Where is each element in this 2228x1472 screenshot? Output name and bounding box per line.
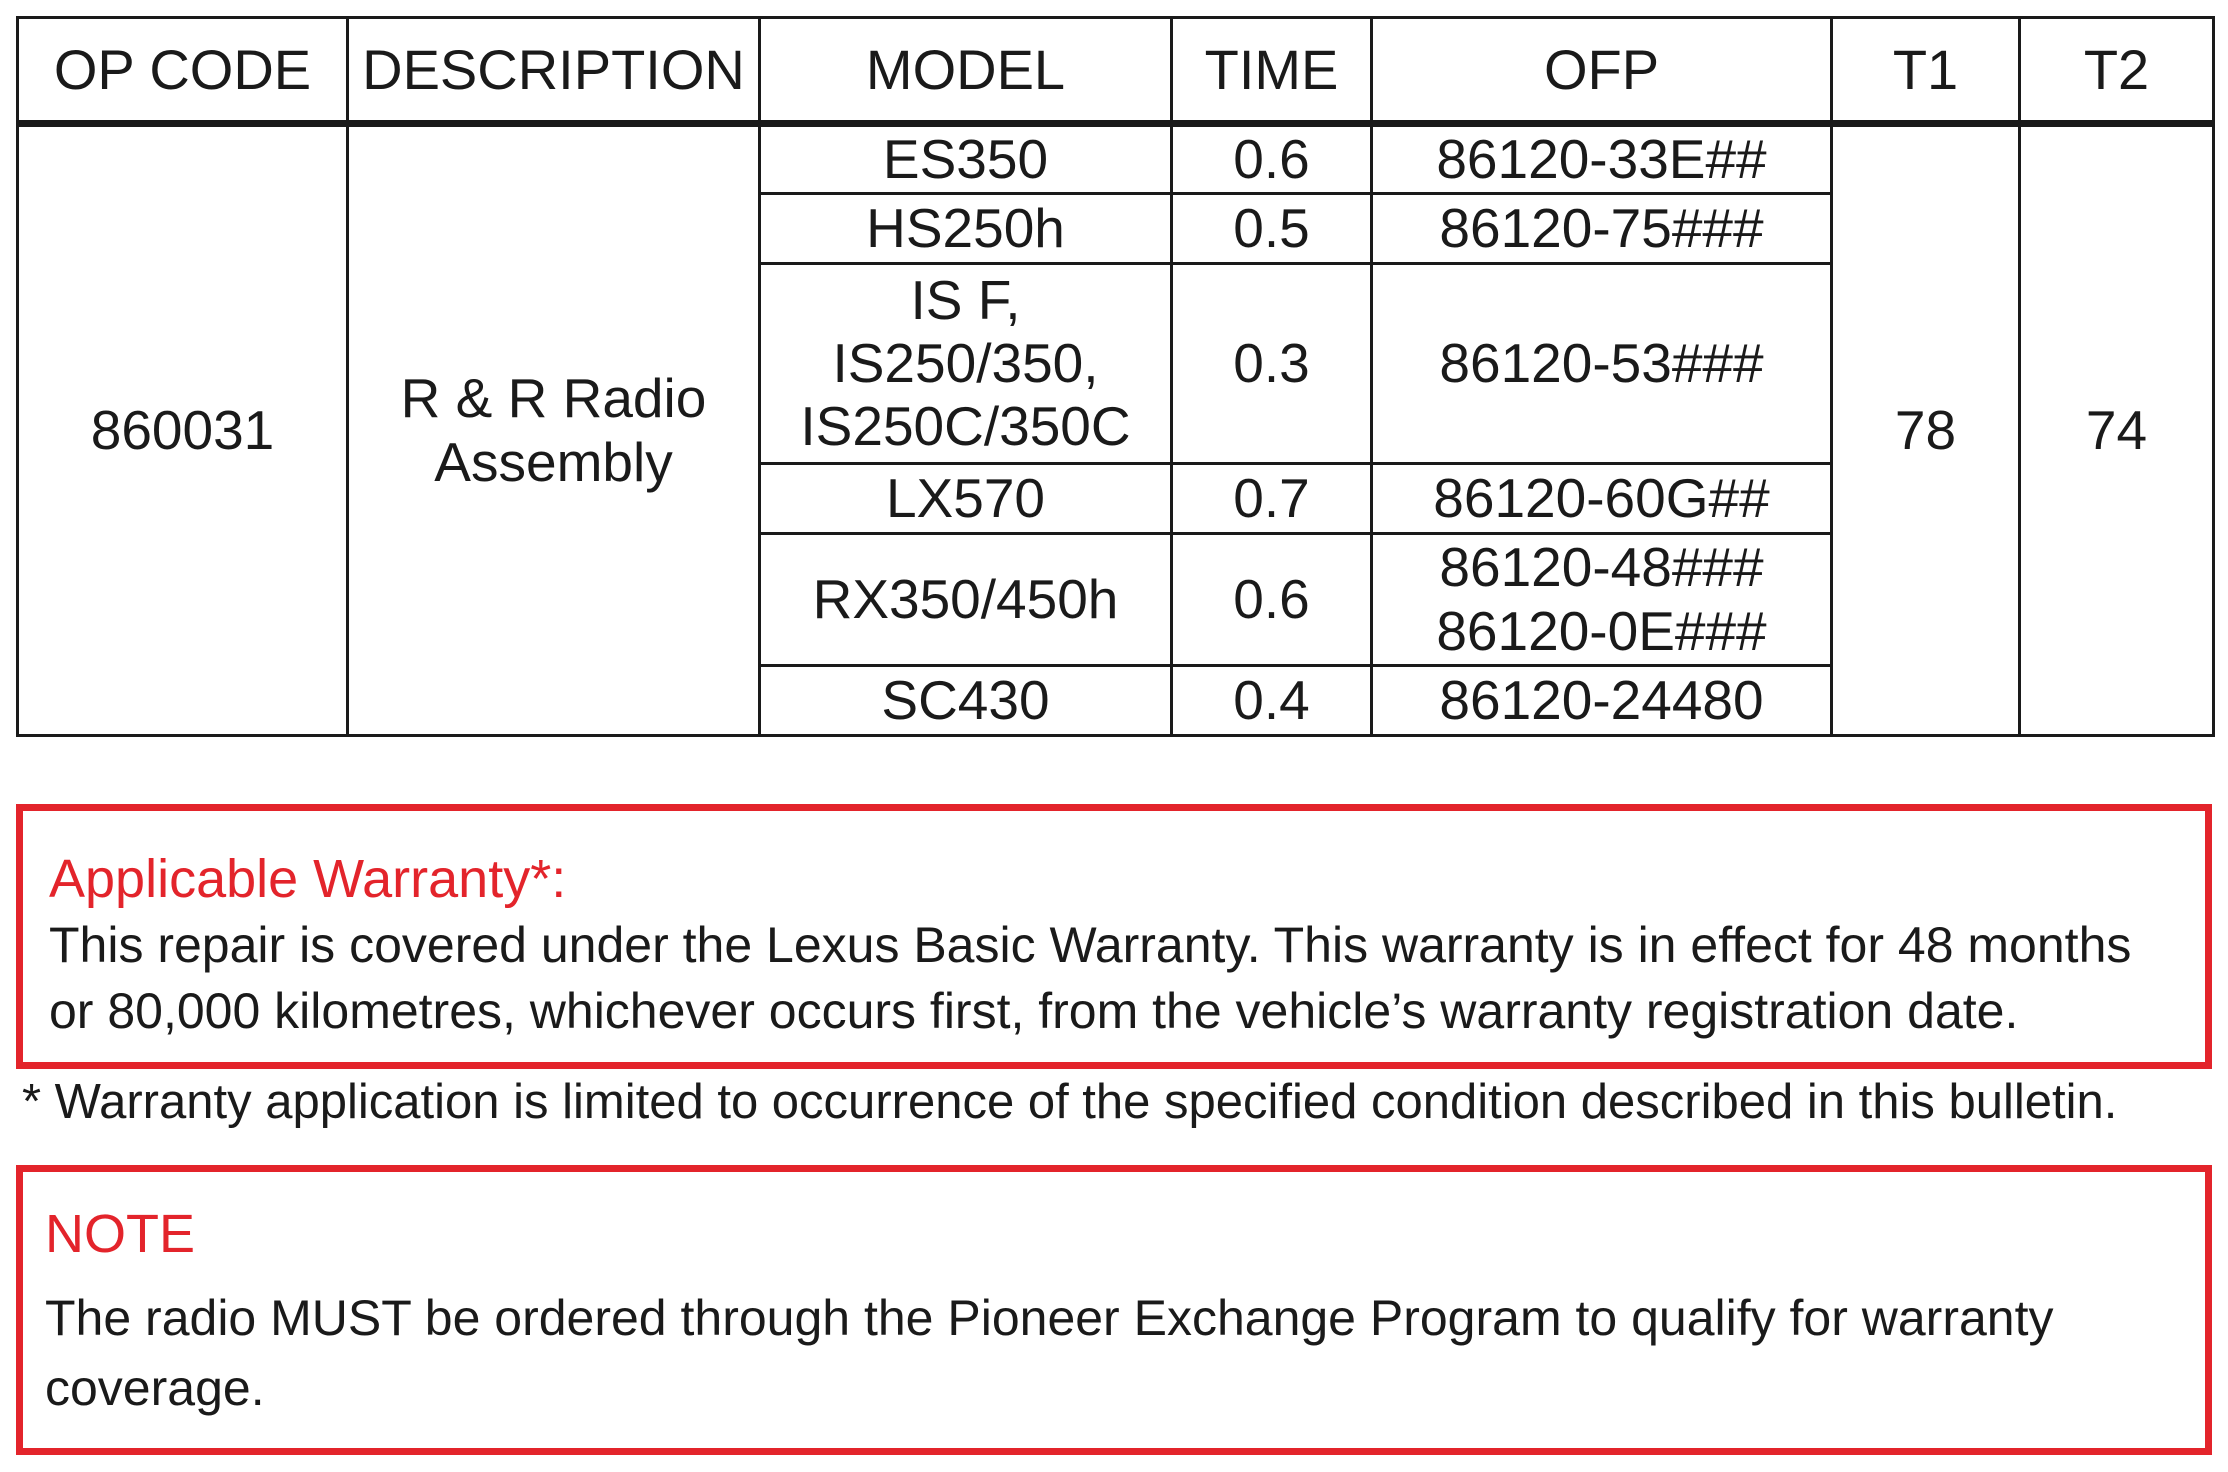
model-line: LX570 (885, 466, 1046, 529)
t2-cell: 74 (2020, 124, 2214, 736)
time-cell: 0.6 (1172, 124, 1372, 194)
model-line: IS250C/350C (800, 395, 1131, 458)
model-line: IS250/350, (832, 331, 1099, 394)
time-cell: 0.7 (1172, 464, 1372, 534)
op-code-cell: 860031 (18, 124, 348, 736)
ofp-cell (1372, 534, 1832, 666)
ofp-line: 86120-0E### (1436, 599, 1767, 662)
model-cell (760, 264, 1172, 464)
header-t2: T2 (2020, 18, 2214, 124)
ofp-line: 86120-24480 (1439, 668, 1764, 731)
description-cell (348, 124, 760, 736)
model-line: SC430 (881, 668, 1050, 731)
model-cell (760, 666, 1172, 736)
ofp-cell (1372, 124, 1832, 194)
header-time: TIME (1172, 18, 1372, 124)
applicable-warranty-box (16, 804, 2212, 1069)
model-cell (760, 534, 1172, 666)
ofp-cell (1372, 264, 1832, 464)
ofp-line: 86120-53### (1439, 331, 1764, 394)
model-line: RX350/450h (812, 567, 1119, 630)
t1-cell: 78 (1832, 124, 2020, 736)
model-cell (760, 464, 1172, 534)
note-box (16, 1165, 2212, 1455)
time-cell: 0.4 (1172, 666, 1372, 736)
model-line: ES350 (882, 127, 1049, 190)
header-model: MODEL (760, 18, 1172, 124)
ofp-line: 86120-33E## (1436, 127, 1767, 190)
op-code-table (16, 16, 2215, 737)
time-cell: 0.6 (1172, 534, 1372, 666)
ofp-line: 86120-60G## (1433, 466, 1770, 529)
model-cell (760, 124, 1172, 194)
warranty-footnote: * Warranty application is limited to occurrence of the specified condition described in this bulletin. (22, 1075, 2118, 1129)
table-header-row (18, 18, 2214, 124)
model-line: HS250h (866, 196, 1065, 259)
warranty-body: This repair is covered under the Lexus Basic Warranty. This warranty is in effect for 48 months or 80,000 kilometres, whichever occurs first, from the vehicle’s warranty registration date. (49, 916, 2132, 1039)
ofp-line: 86120-75### (1439, 196, 1764, 259)
warranty-heading: Applicable Warranty*: (49, 849, 567, 909)
header-op-code: OP CODE (18, 18, 348, 124)
ofp-cell (1372, 464, 1832, 534)
time-cell: 0.3 (1172, 264, 1372, 464)
model-cell (760, 194, 1172, 264)
description-line: R & R Radio (400, 367, 707, 430)
description-line: Assembly (434, 430, 673, 493)
table-row (18, 124, 2214, 194)
header-t1: T1 (1832, 18, 2020, 124)
ofp-cell (1372, 194, 1832, 264)
header-description: DESCRIPTION (348, 18, 760, 124)
ofp-cell (1372, 666, 1832, 736)
header-ofp: OFP (1372, 18, 1832, 124)
note-heading: NOTE (45, 1204, 196, 1264)
time-cell: 0.5 (1172, 194, 1372, 264)
ofp-line: 86120-48### (1439, 536, 1764, 599)
note-body: The radio MUST be ordered through the Pioneer Exchange Program to qualify for warranty coverage. (45, 1289, 2054, 1416)
model-line: IS F, (910, 268, 1021, 331)
